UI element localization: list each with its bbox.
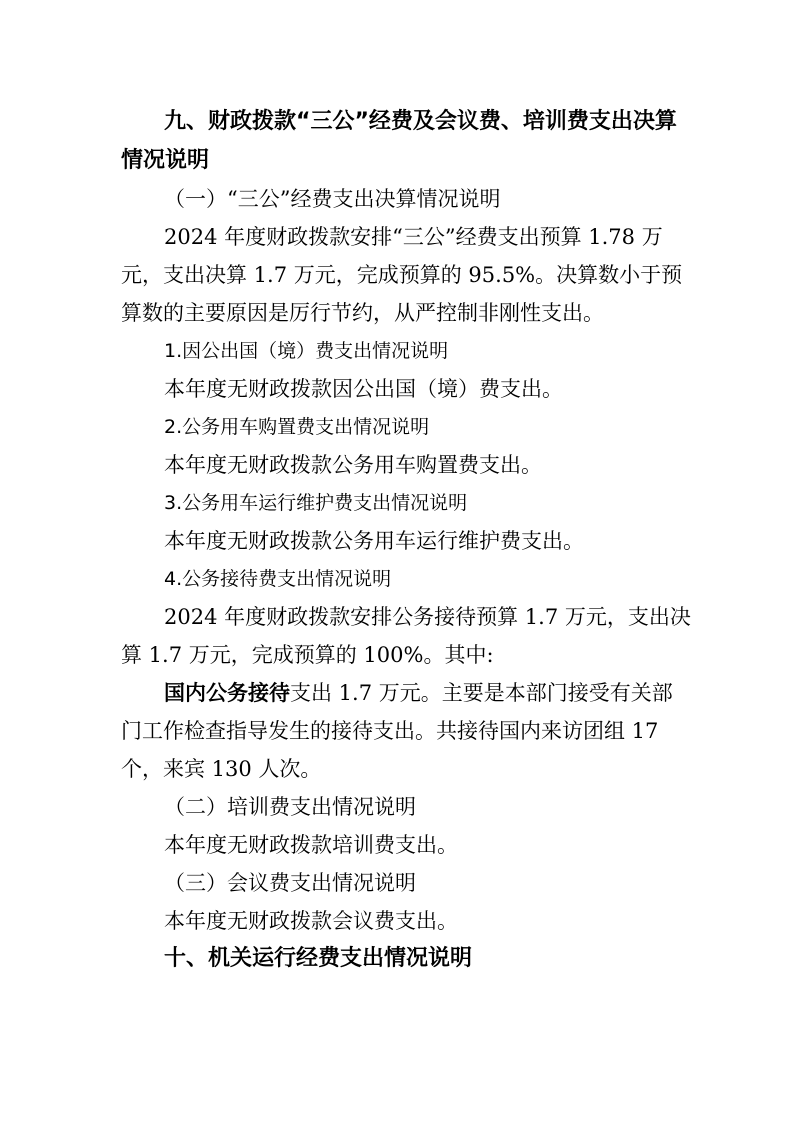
domestic-reception-label: 国内公务接待 bbox=[164, 681, 290, 705]
part-3-title: （三）会议费支出情况说明 bbox=[164, 871, 416, 895]
part-1-title: （一）“三公”经费支出决算情况说明 bbox=[164, 187, 501, 211]
item-2-text: 本年度无财政拨款公务用车购置费支出。 bbox=[164, 453, 542, 477]
item-4-title: 4.公务接待费支出情况说明 bbox=[164, 568, 392, 590]
item-1-text: 本年度无财政拨款因公出国（境）费支出。 bbox=[164, 377, 563, 401]
part-3-text: 本年度无财政拨款会议费支出。 bbox=[164, 909, 458, 933]
part-1-paragraph-line-2: 元，支出决算 1.7 万元，完成预算的 95.5%。决算数小于预 bbox=[121, 263, 683, 287]
part-1-paragraph-line-1: 2024 年度财政拨款安排“三公”经费支出预算 1.78 万 bbox=[164, 225, 663, 249]
item-3-title: 3.公务用车运行维护费支出情况说明 bbox=[164, 492, 468, 514]
part-2-text: 本年度无财政拨款培训费支出。 bbox=[164, 833, 458, 857]
item-4-paragraph-line-1: 2024 年度财政拨款安排公务接待预算 1.7 万元，支出决 bbox=[164, 605, 691, 629]
domestic-reception-line-2: 门工作检查指导发生的接待支出。共接待国内来访团组 17 bbox=[121, 719, 659, 743]
domestic-reception-line-3: 个，来宾 130 人次。 bbox=[121, 757, 322, 781]
item-3-text: 本年度无财政拨款公务用车运行维护费支出。 bbox=[164, 529, 584, 553]
section-10-heading: 十、机关运行经费支出情况说明 bbox=[164, 946, 473, 971]
domestic-reception-line-1-rest: 支出 1.7 万元。主要是本部门接受有关部 bbox=[290, 681, 673, 705]
section-9-heading-line-2: 情况说明 bbox=[121, 148, 210, 173]
item-2-title: 2.公务用车购置费支出情况说明 bbox=[164, 416, 430, 438]
item-4-paragraph-line-2: 算 1.7 万元，完成预算的 100%。其中: bbox=[121, 643, 494, 667]
part-2-title: （二）培训费支出情况说明 bbox=[164, 795, 416, 819]
section-9-heading-line-1: 九、财政拨款“三公”经费及会议费、培训费支出决算 bbox=[164, 109, 677, 134]
part-1-paragraph-line-3: 算数的主要原因是厉行节约，从严控制非刚性支出。 bbox=[121, 301, 604, 325]
item-1-title: 1.因公出国（境）费支出情况说明 bbox=[164, 340, 449, 362]
domestic-reception-line-1 bbox=[164, 678, 673, 708]
